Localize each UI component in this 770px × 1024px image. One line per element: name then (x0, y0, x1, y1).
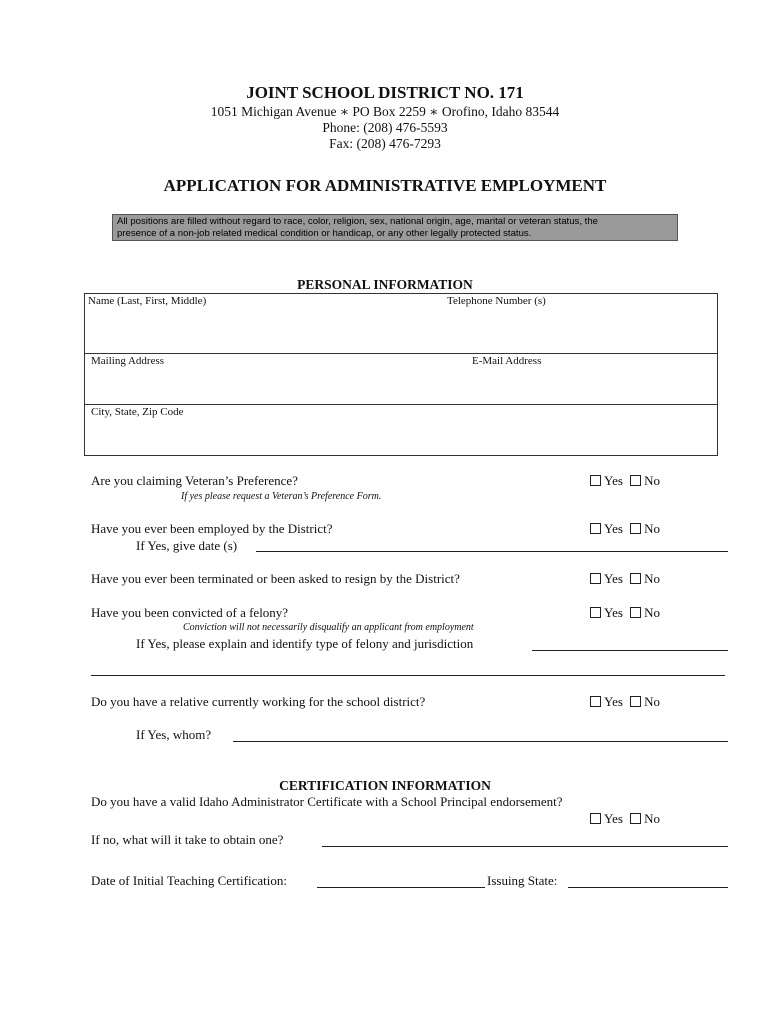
felony-no-checkbox[interactable] (630, 607, 641, 618)
eeo-notice (112, 214, 678, 241)
district-name: JOINT SCHOOL DISTRICT NO. 171 (246, 83, 524, 102)
certificate-no-checkbox[interactable] (630, 813, 641, 824)
certificate-yes-no (590, 811, 660, 827)
eeo-notice-line-2: presence of a non-job related medical condition or handicap, or any other legally protected status. (117, 228, 532, 239)
yes-label: Yes (604, 473, 623, 488)
city-state-zip-label: City, State, Zip Code (91, 406, 184, 418)
felony-yes-checkbox[interactable] (590, 607, 601, 618)
yes-label: Yes (604, 521, 623, 536)
terminated-question: Have you ever been terminated or been asked to resign by the District? (91, 571, 460, 586)
certification-heading: CERTIFICATION INFORMATION (279, 778, 491, 793)
felony-note: Conviction will not necessarily disqualify an applicant from employment (183, 622, 474, 633)
telephone-field-label: Telephone Number (s) (447, 295, 546, 307)
district-address: 1051 Michigan Avenue ∗ PO Box 2259 ∗ Orofino, Idaho 83544 (210, 104, 560, 119)
certification-date-field[interactable] (317, 887, 485, 888)
veteran-yes-no (590, 473, 660, 489)
employed-question: Have you ever been employed by the District? (91, 521, 333, 536)
relative-whom-label: If Yes, whom? (136, 727, 212, 742)
terminated-no-checkbox[interactable] (630, 573, 641, 584)
obtain-certificate-field[interactable] (322, 846, 728, 847)
felony-explain-field-line-2[interactable] (91, 675, 725, 676)
veteran-no-checkbox[interactable] (630, 475, 641, 486)
terminated-yes-no (590, 571, 660, 587)
relative-yes-no (590, 694, 660, 710)
felony-yes-no (590, 605, 660, 621)
district-phone: Phone: (208) 476-5593 (322, 120, 448, 135)
veteran-question: Are you claiming Veteran’s Preference? (91, 473, 298, 488)
terminated-yes-checkbox[interactable] (590, 573, 601, 584)
personal-info-box (84, 293, 718, 456)
name-field-label: Name (Last, First, Middle) (88, 295, 207, 307)
employed-yes-checkbox[interactable] (590, 523, 601, 534)
district-contact (0, 104, 770, 152)
page-title: APPLICATION FOR ADMINISTRATIVE EMPLOYMENT (163, 176, 607, 195)
yes-label: Yes (604, 694, 623, 709)
district-fax: Fax: (208) 476-7293 (329, 136, 441, 151)
no-label: No (644, 571, 661, 586)
employed-dates-label: If Yes, give date (s) (136, 538, 238, 553)
email-field-label: E-Mail Address (472, 355, 542, 367)
issuing-state-label: Issuing State: (487, 873, 558, 888)
felony-explain-label: If Yes, please explain and identify type of felony and jurisdiction (136, 636, 474, 651)
mailing-address-label: Mailing Address (91, 355, 165, 367)
no-label: No (644, 605, 661, 620)
felony-explain-field[interactable] (532, 650, 728, 651)
yes-label: Yes (604, 605, 623, 620)
relative-no-checkbox[interactable] (630, 696, 641, 707)
certificate-question: Do you have a valid Idaho Administrator Certificate with a School Principal endorsement? (91, 794, 563, 809)
veteran-yes-checkbox[interactable] (590, 475, 601, 486)
no-label: No (644, 811, 661, 826)
yes-label: Yes (604, 571, 623, 586)
felony-question: Have you been convicted of a felony? (91, 605, 289, 620)
no-label: No (644, 473, 661, 488)
obtain-certificate-label: If no, what will it take to obtain one? (91, 832, 284, 847)
no-label: No (644, 521, 661, 536)
divider (85, 404, 717, 405)
employed-no-checkbox[interactable] (630, 523, 641, 534)
personal-info-heading: PERSONAL INFORMATION (297, 277, 473, 292)
no-label: No (644, 694, 661, 709)
relative-question: Do you have a relative currently working for the school district? (91, 694, 426, 709)
employed-dates-field[interactable] (256, 551, 728, 552)
yes-label: Yes (604, 811, 623, 826)
divider (85, 353, 717, 354)
certificate-yes-checkbox[interactable] (590, 813, 601, 824)
relative-whom-field[interactable] (233, 741, 728, 742)
certification-date-label: Date of Initial Teaching Certification: (91, 873, 287, 888)
issuing-state-field[interactable] (568, 887, 728, 888)
veteran-note: If yes please request a Veteran’s Preference Form. (181, 491, 382, 502)
relative-yes-checkbox[interactable] (590, 696, 601, 707)
employed-yes-no (590, 521, 660, 537)
eeo-notice-line-1: All positions are filled without regard to race, color, religion, sex, national origin, age, marital or veteran status, the (117, 216, 599, 227)
